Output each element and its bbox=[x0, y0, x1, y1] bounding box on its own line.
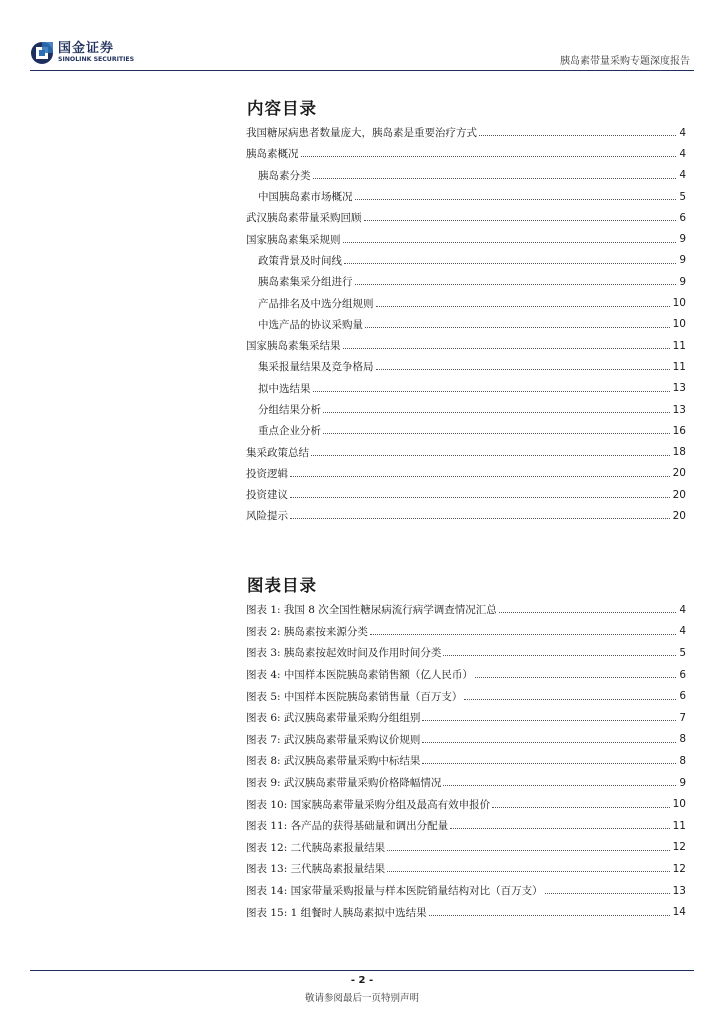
entry-page-number: 6 bbox=[679, 690, 686, 703]
figure-entry[interactable] bbox=[246, 901, 686, 923]
toc-entry[interactable] bbox=[246, 505, 686, 526]
entry-title: 政策背景及时间线 bbox=[258, 254, 342, 267]
dot-leader bbox=[290, 497, 670, 498]
figure-entry[interactable] bbox=[246, 837, 686, 859]
dot-leader bbox=[323, 433, 670, 434]
figure-entry[interactable] bbox=[246, 880, 686, 902]
entry-page-number: 5 bbox=[679, 646, 686, 659]
entry-title: 图表 14: 国家带量采购报量与样本医院销量结构对比（百万支） bbox=[246, 885, 543, 898]
entry-title: 风险提示 bbox=[246, 510, 288, 523]
figures-title: 图表目录 bbox=[247, 576, 317, 595]
entry-page-number: 13 bbox=[672, 382, 686, 395]
dot-leader bbox=[450, 828, 670, 829]
entry-page-number: 12 bbox=[672, 841, 686, 854]
dot-leader bbox=[290, 518, 670, 519]
toc-entry[interactable] bbox=[246, 207, 686, 228]
entry-title: 投资逻辑 bbox=[246, 467, 288, 480]
figure-entry[interactable] bbox=[246, 664, 686, 686]
dot-leader bbox=[290, 476, 670, 477]
logo-chinese-name: 国金证券 bbox=[58, 41, 115, 57]
company-logo bbox=[30, 38, 134, 68]
entry-page-number: 4 bbox=[679, 625, 686, 638]
toc-entry[interactable] bbox=[246, 335, 686, 356]
entry-page-number: 8 bbox=[679, 754, 686, 767]
entry-title: 图表 5: 中国样本医院胰岛素销售量（百万支） bbox=[246, 690, 463, 703]
entry-page-number: 7 bbox=[679, 711, 686, 724]
contents-title: 内容目录 bbox=[247, 99, 317, 118]
entry-page-number: 4 bbox=[679, 603, 686, 616]
dot-leader bbox=[499, 612, 677, 613]
entry-title: 我国糖尿病患者数量庞大，胰岛素是重要治疗方式 bbox=[246, 127, 477, 140]
entry-page-number: 18 bbox=[672, 446, 686, 459]
toc-entry[interactable] bbox=[246, 378, 686, 399]
entry-page-number: 8 bbox=[679, 733, 686, 746]
dot-leader bbox=[313, 178, 677, 179]
entry-title: 图表 2: 胰岛素按来源分类 bbox=[246, 625, 368, 638]
contents-list bbox=[246, 122, 686, 527]
dot-leader bbox=[492, 807, 670, 808]
page-header bbox=[30, 38, 694, 68]
toc-entry[interactable] bbox=[246, 356, 686, 377]
figures-list bbox=[246, 599, 686, 923]
dot-leader bbox=[545, 893, 670, 894]
figure-entry[interactable] bbox=[246, 621, 686, 643]
entry-title: 胰岛素概况 bbox=[246, 148, 299, 161]
toc-entry[interactable] bbox=[246, 250, 686, 271]
dot-leader bbox=[313, 391, 670, 392]
entry-title: 国家胰岛素集采结果 bbox=[246, 340, 341, 353]
figure-entry[interactable] bbox=[246, 599, 686, 621]
entry-page-number: 4 bbox=[679, 147, 686, 160]
entry-title: 胰岛素分类 bbox=[258, 169, 311, 182]
dot-leader bbox=[376, 369, 670, 370]
dot-leader bbox=[364, 220, 677, 221]
dot-leader bbox=[365, 327, 670, 328]
header-divider bbox=[30, 70, 694, 71]
entry-title: 图表 1: 我国 8 次全国性糖尿病流行病学调查情况汇总 bbox=[246, 604, 497, 617]
dot-leader bbox=[323, 412, 670, 413]
figure-entry[interactable] bbox=[246, 729, 686, 751]
entry-title: 图表 8: 武汉胰岛素带量采购中标结果 bbox=[246, 755, 421, 768]
figure-entry[interactable] bbox=[246, 772, 686, 794]
entry-title: 拟中选结果 bbox=[258, 382, 311, 395]
entry-title: 武汉胰岛素带量采购回顾 bbox=[246, 212, 362, 225]
entry-title: 集采报量结果及竞争格局 bbox=[258, 361, 374, 374]
dot-leader bbox=[355, 199, 677, 200]
page-number: - 2 - bbox=[350, 975, 374, 986]
entry-title: 国家胰岛素集采规则 bbox=[246, 233, 341, 246]
toc-entry[interactable] bbox=[246, 420, 686, 441]
toc-entry[interactable] bbox=[246, 228, 686, 249]
entry-page-number: 4 bbox=[679, 169, 686, 182]
entry-page-number: 11 bbox=[672, 819, 686, 832]
entry-page-number: 11 bbox=[672, 360, 686, 373]
entry-page-number: 6 bbox=[679, 211, 686, 224]
dot-leader bbox=[422, 763, 676, 764]
dot-leader bbox=[311, 455, 670, 456]
dot-leader bbox=[479, 135, 676, 136]
entry-page-number: 9 bbox=[679, 254, 686, 267]
figure-entry[interactable] bbox=[246, 858, 686, 880]
figure-entry[interactable] bbox=[246, 642, 686, 664]
figure-entry[interactable] bbox=[246, 750, 686, 772]
entry-page-number: 20 bbox=[672, 467, 686, 480]
toc-entry[interactable] bbox=[246, 292, 686, 313]
entry-title: 图表 12: 二代胰岛素报量结果 bbox=[246, 841, 386, 854]
entry-page-number: 13 bbox=[672, 884, 686, 897]
figure-entry[interactable] bbox=[246, 707, 686, 729]
dot-leader bbox=[370, 634, 676, 635]
entry-title: 胰岛素集采分组进行 bbox=[258, 276, 353, 289]
dot-leader bbox=[387, 871, 670, 872]
toc-entry[interactable] bbox=[246, 271, 686, 292]
entry-page-number: 12 bbox=[672, 862, 686, 875]
entry-page-number: 5 bbox=[679, 190, 686, 203]
toc-entry[interactable] bbox=[246, 484, 686, 505]
disclaimer-note: 敬请参阅最后一页特别声明 bbox=[304, 993, 419, 1004]
entry-page-number: 6 bbox=[679, 668, 686, 681]
logo-english-name: SINOLINK SECURITIES bbox=[58, 56, 135, 64]
dot-leader bbox=[422, 742, 676, 743]
figure-entry[interactable] bbox=[246, 793, 686, 815]
dot-leader bbox=[343, 348, 670, 349]
dot-leader bbox=[464, 699, 676, 700]
entry-title: 图表 3: 胰岛素按起效时间及作用时间分类 bbox=[246, 647, 442, 660]
entry-page-number: 16 bbox=[672, 424, 686, 437]
toc-entry[interactable] bbox=[246, 441, 686, 462]
entry-title: 图表 13: 三代胰岛素报量结果 bbox=[246, 863, 386, 876]
dot-leader bbox=[443, 655, 676, 656]
entry-title: 图表 9: 武汉胰岛素带量采购价格降幅情况 bbox=[246, 777, 442, 790]
dot-leader bbox=[387, 850, 670, 851]
figure-entry[interactable] bbox=[246, 815, 686, 837]
dot-leader bbox=[301, 156, 677, 157]
entry-title: 产品排名及中选分组规则 bbox=[258, 297, 374, 310]
entry-page-number: 9 bbox=[679, 233, 686, 246]
dot-leader bbox=[355, 284, 677, 285]
dot-leader bbox=[443, 785, 676, 786]
entry-page-number: 4 bbox=[679, 126, 686, 139]
entry-title: 图表 15: 1 组餐时人胰岛素拟中选结果 bbox=[246, 906, 427, 919]
toc-entry[interactable] bbox=[246, 314, 686, 335]
footer-divider bbox=[30, 970, 694, 971]
entry-page-number: 10 bbox=[672, 318, 686, 331]
entry-page-number: 10 bbox=[672, 798, 686, 811]
entry-page-number: 11 bbox=[672, 339, 686, 352]
entry-page-number: 20 bbox=[672, 509, 686, 522]
entry-title: 中选产品的协议采购量 bbox=[258, 318, 363, 331]
dot-leader bbox=[422, 720, 676, 721]
figure-entry[interactable] bbox=[246, 685, 686, 707]
entry-title: 分组结果分析 bbox=[258, 404, 321, 416]
toc-entry[interactable] bbox=[246, 143, 686, 164]
sinolink-logo-icon bbox=[30, 41, 54, 65]
toc-entry[interactable] bbox=[246, 463, 686, 484]
entry-title: 集采政策总结 bbox=[246, 446, 309, 459]
toc-entry[interactable] bbox=[246, 399, 686, 420]
entry-page-number: 20 bbox=[672, 488, 686, 501]
entry-page-number: 9 bbox=[679, 776, 686, 789]
entry-page-number: 14 bbox=[672, 906, 686, 919]
entry-title: 图表 6: 武汉胰岛素带量采购分组组别 bbox=[246, 712, 421, 725]
dot-leader bbox=[344, 263, 676, 264]
dot-leader bbox=[429, 915, 670, 916]
toc-entry[interactable] bbox=[246, 165, 686, 186]
entry-title: 图表 11: 各产品的获得基础量和调出分配量 bbox=[246, 820, 449, 833]
dot-leader bbox=[343, 242, 677, 243]
entry-title: 图表 7: 武汉胰岛素带量采购议价规则 bbox=[246, 733, 421, 746]
dot-leader bbox=[376, 306, 670, 307]
entry-title: 投资建议 bbox=[246, 489, 288, 502]
entry-title: 中国胰岛素市场概况 bbox=[258, 191, 353, 204]
dot-leader bbox=[475, 677, 676, 678]
entry-title: 图表 10: 国家胰岛素带量采购分组及最高有效申报价 bbox=[246, 798, 491, 811]
entry-page-number: 13 bbox=[672, 403, 686, 416]
toc-entry[interactable] bbox=[246, 122, 686, 143]
entry-page-number: 9 bbox=[679, 275, 686, 288]
toc-entry[interactable] bbox=[246, 186, 686, 207]
entry-title: 图表 4: 中国样本医院胰岛素销售额（亿人民币） bbox=[246, 669, 473, 682]
report-title: 胰岛素带量采购专题深度报告 bbox=[560, 56, 690, 67]
entry-page-number: 10 bbox=[672, 297, 686, 310]
entry-title: 重点企业分析 bbox=[258, 425, 321, 438]
